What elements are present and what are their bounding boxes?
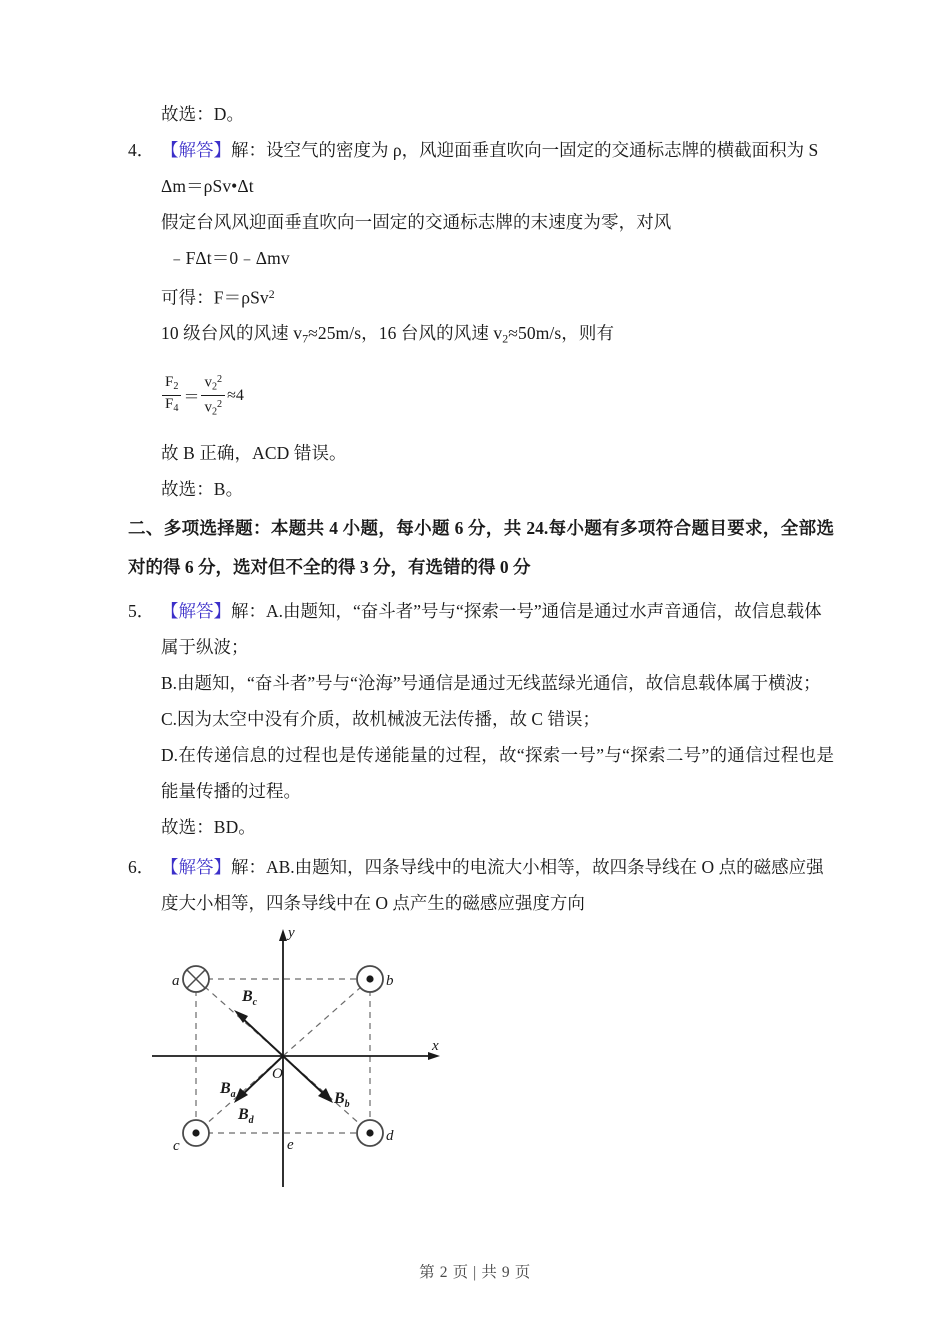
- q3-answer-line: 故选：D。: [161, 104, 245, 124]
- right-num-superscript: 2: [217, 373, 223, 385]
- vector-bc-subscript: c: [252, 996, 258, 1008]
- left-num-subscript: 2: [173, 380, 179, 392]
- vector-bd-label: [237, 1106, 255, 1126]
- vector-ba-subscript: a: [230, 1088, 236, 1100]
- magnetic-field-diagram: [148, 921, 448, 1191]
- q4-line-7: 故 B 正确，ACD 错误。: [161, 442, 347, 463]
- question-6-number: 6．: [128, 856, 155, 877]
- q4-line-8: 故选：B。: [161, 478, 244, 499]
- vector-bd-symbol: B: [238, 1105, 249, 1123]
- q5-option-b: B.由题知，“奋斗者”号与“沧海”号通信是通过无线蓝绿光通信，故信息载体属于横波；: [161, 672, 821, 693]
- answer-tag-4: 【解答】: [161, 140, 231, 160]
- right-fraction: [201, 371, 225, 421]
- y-axis-label: y: [288, 924, 295, 941]
- q4-formula-block: [128, 357, 834, 435]
- q4-line-6-part-c: ≈50m/s，则有: [508, 323, 615, 344]
- left-fraction: [162, 374, 181, 417]
- origin-label: O: [272, 1065, 283, 1082]
- conductor-c-symbol: [183, 1120, 209, 1146]
- q4-line-5-exponent: 2: [268, 287, 275, 301]
- vector-bd-subscript: d: [248, 1114, 254, 1126]
- q4-line-5-text: 可得：F＝ρSv: [161, 287, 269, 308]
- question-4-block: [128, 132, 834, 168]
- left-fraction-denominator: [162, 396, 181, 417]
- approx-result: ≈4: [227, 386, 244, 404]
- magnetic-field-svg: [148, 921, 448, 1191]
- q4-line-2: Δm＝ρSv•Δt: [161, 176, 254, 196]
- point-b-label: b: [386, 972, 394, 989]
- q4-line-6: [128, 315, 834, 356]
- section-2-heading: 二、多项选择题：本题共 4 小题，每小题 6 分，共 24.每小题有多项符合题目要求，全部选对的得 6 分，选对但不全的得 3 分，有选错的得 0 分: [128, 517, 834, 577]
- conductor-b-symbol: [357, 966, 383, 992]
- right-fraction-denominator: [201, 396, 225, 420]
- page-footer: 第 2 页 | 共 9 页: [419, 1264, 531, 1281]
- left-fraction-numerator: [162, 374, 181, 395]
- question-6-block: [128, 849, 834, 921]
- q6-line-a: 解：AB.由题知，四条导线中的电流大小相等，故四条导线在 O 点的磁感应强度大小相等，四条导线中在 O 点产生的磁感应强度方向: [161, 856, 824, 913]
- right-num-subscript: 2: [211, 380, 218, 392]
- vector-bc-symbol: B: [242, 987, 253, 1005]
- vector-bb-symbol: B: [334, 1089, 345, 1107]
- y-axis-arrowhead: [279, 929, 287, 941]
- q4-line-6-part-b: ≈25m/s，16 台风的风速 v: [308, 323, 503, 344]
- left-num-symbol: F: [165, 374, 174, 391]
- right-den-superscript: 2: [217, 399, 223, 411]
- question-5-number: 5．: [128, 600, 155, 621]
- q5-option-a: 解：A.由题知，“奋斗者”号与“探索一号”通信是通过水声音通信，故信息载体属于纵波；: [161, 600, 822, 657]
- answer-tag-6: 【解答】: [161, 856, 231, 877]
- point-e-label: e: [287, 1136, 294, 1153]
- question-4-number: 4．: [128, 140, 155, 160]
- q4-line-5: [128, 276, 834, 315]
- right-num-symbol: v: [204, 374, 212, 391]
- force-ratio-equation: [161, 371, 245, 421]
- equals-sign: ＝: [183, 389, 200, 407]
- conductor-d-symbol: [357, 1120, 383, 1146]
- q5-answer-line: 故选：BD。: [161, 816, 256, 837]
- point-a-label: a: [172, 972, 180, 989]
- answer-tag-5: 【解答】: [161, 600, 231, 621]
- vector-bb-label: [333, 1090, 350, 1110]
- vector-ba-label: [219, 1080, 236, 1100]
- left-den-subscript: 4: [173, 403, 179, 415]
- q5-option-c: C.因为太空中没有介质，故机械波无法传播，故 C 错误；: [161, 708, 600, 729]
- q4-line-6-sub-2: 2: [502, 331, 509, 346]
- q4-line-6-sub-1: 7: [302, 331, 309, 346]
- q4-line-6-part-a: 10 级台风的风速 v: [161, 323, 303, 344]
- point-d-label: d: [386, 1127, 394, 1144]
- x-axis-label: x: [432, 1037, 439, 1054]
- right-den-symbol: v: [204, 399, 212, 416]
- q4-line-4: ﹣FΔt＝0﹣Δmv: [168, 248, 290, 268]
- question-5-block: [128, 593, 834, 665]
- vector-bb-subscript: b: [344, 1098, 350, 1110]
- q5-option-d: D.在传递信息的过程也是传递能量的过程，故“探索一号”与“探索二号”的通信过程也是能量传播的过程。: [161, 744, 834, 801]
- point-c-label: c: [173, 1137, 180, 1154]
- q4-line-3: 假定台风风迎面垂直吹向一固定的交通标志牌的末速度为零，对风: [161, 212, 672, 232]
- vector-ba-symbol: B: [220, 1079, 231, 1097]
- right-den-subscript: 2: [211, 406, 218, 418]
- vector-bc-label: [241, 988, 258, 1008]
- conductor-a-symbol: [183, 966, 209, 992]
- right-fraction-numerator: [201, 371, 225, 395]
- left-den-symbol: F: [165, 396, 174, 413]
- q4-line-1: 解：设空气的密度为 ρ，风迎面垂直吹向一固定的交通标志牌的横截面积为 S: [231, 140, 819, 160]
- page-content: [128, 96, 834, 1191]
